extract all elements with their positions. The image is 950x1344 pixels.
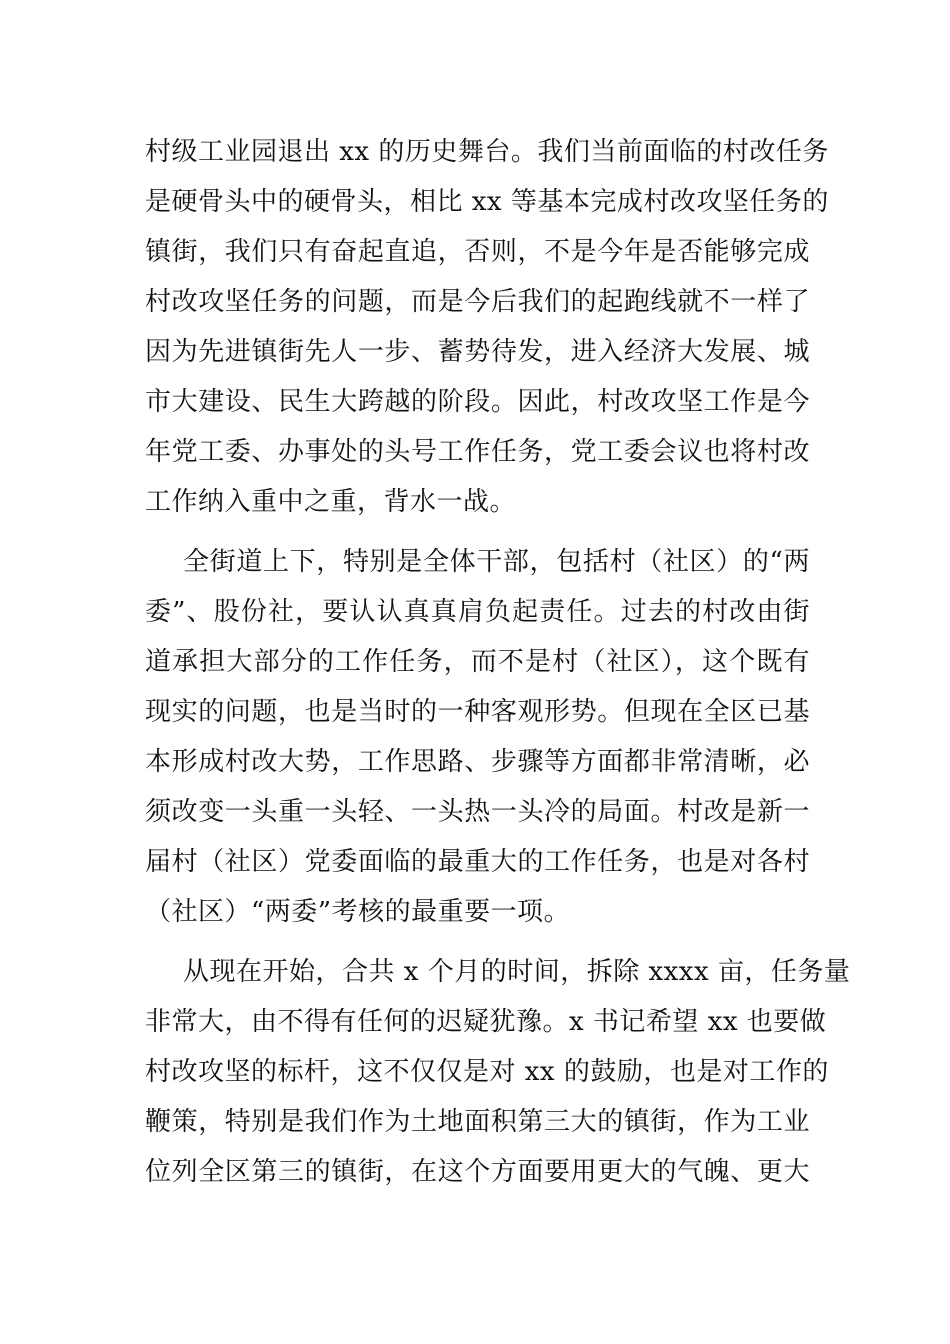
paragraph-1-line-5: 因为先进镇街先人一步、蓄势待发，进入经济大发展、城 (145, 337, 810, 367)
paragraph-3-line-1: 从现在开始，合共 x 个月的时间，拆除 xxxx 亩，任务量 (183, 957, 851, 987)
paragraph-3-line-2: 非常大，由不得有任何的迟疑犹豫。x 书记希望 xx 也要做 (145, 1007, 827, 1037)
paragraph-2-line-8: （社区）“两委”考核的最重要一项。 (145, 897, 571, 927)
paragraph-1-line-2: 是硬骨头中的硬骨头，相比 xx 等基本完成村改攻坚任务的 (145, 187, 829, 217)
paragraph-1-line-8: 工作纳入重中之重，背水一战。 (145, 487, 517, 517)
paragraph-3-line-4: 鞭策，特别是我们作为土地面积第三大的镇街，作为工业 (145, 1107, 810, 1137)
paragraph-1-line-6: 市大建设、民生大跨越的阶段。因此，村改攻坚工作是今 (145, 387, 810, 417)
paragraph-3-line-5: 位列全区第三的镇街，在这个方面要用更大的气魄、更大 (145, 1157, 810, 1187)
paragraph-2-line-4: 现实的问题，也是当时的一种客观形势。但现在全区已基 (145, 697, 810, 727)
paragraph-1-line-1: 村级工业园退出 xx 的历史舞台。我们当前面临的村改任务 (145, 137, 829, 167)
paragraph-2-line-6: 须改变一头重一头轻、一头热一头冷的局面。村改是新一 (145, 797, 810, 827)
paragraph-1-line-4: 村改攻坚任务的问题，而是今后我们的起跑线就不一样了 (145, 287, 810, 317)
paragraph-2-line-2: 委”、股份社，要认认真真肩负起责任。过去的村改由街 (145, 597, 810, 627)
paragraph-3-line-3: 村改攻坚的标杆，这不仅仅是对 xx 的鼓励，也是对工作的 (145, 1057, 829, 1087)
paragraph-2-line-3: 道承担大部分的工作任务，而不是村（社区），这个既有 (145, 647, 810, 677)
paragraph-2-line-1: 全街道上下，特别是全体干部，包括村（社区）的“两 (183, 547, 810, 577)
paragraph-2-line-7: 届村（社区）党委面临的最重大的工作任务，也是对各村 (145, 847, 810, 877)
paragraph-1-line-3: 镇街，我们只有奋起直追，否则，不是今年是否能够完成 (145, 237, 810, 267)
paragraph-2-line-5: 本形成村改大势，工作思路、步骤等方面都非常清晰，必 (145, 747, 810, 777)
paragraph-1-line-7: 年党工委、办事处的头号工作任务，党工委会议也将村改 (145, 437, 810, 467)
